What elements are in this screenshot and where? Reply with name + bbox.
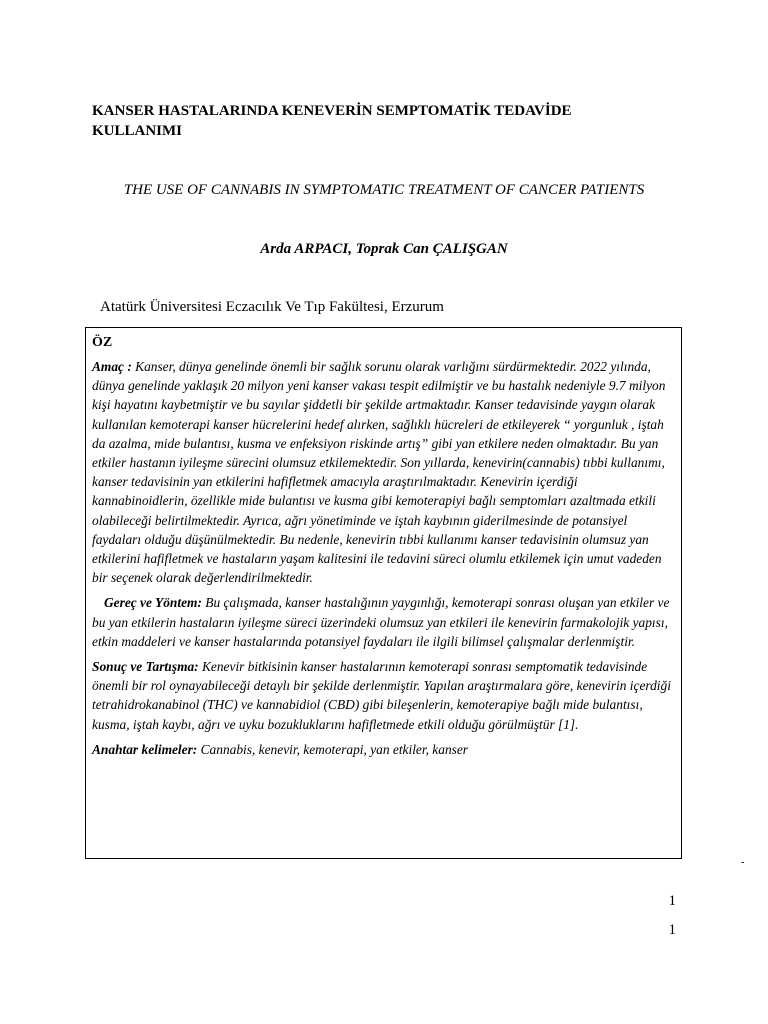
results-label: Sonuç ve Tartışma: [92, 659, 199, 675]
abstract-keywords [92, 740, 675, 759]
paper-title-turkish: KANSER HASTALARINDA KENEVERİN SEMPTOMATİK TEDAVİDE KULLANIMI [92, 103, 572, 139]
abstract-box [85, 327, 682, 859]
abstract-aim [92, 357, 675, 587]
methods-label: Gereç ve Yöntem: [104, 595, 202, 611]
abstract-methods [92, 593, 675, 651]
page-number: 1 [668, 893, 676, 909]
paper-title-english: THE USE OF CANNABIS IN SYMPTOMATIC TREATMENT OF CANCER PATIENTS [123, 182, 645, 198]
abstract-results [92, 657, 675, 734]
aim-label: Amaç : [92, 359, 132, 374]
authors: Arda ARPACI, Toprak Can ÇALIŞGAN [260, 241, 508, 257]
aim-text: Kanser, dünya genelinde önemli bir sağlık sorunu olarak varlığını sürdürmektedir. 2022 yılında, dünya genelinde yaklaşık 20 milyon yeni kanser vakası tespit edilmiştir ve bu hastalık nedeniyle 9.7 milyon kişi hayatını kaybetmiştir ve bu sayılar şiddetli bir şekilde artmaktadır. Kanser tedavisinde yaygın olarak kullanılan kemoterapi kanser hücrelerini hedef alırken, sağlıklı hücreleri de etkileyerek “ yorgunluk , iştah da azalma, mide bulantısı, kusma ve enfeksiyon riskinde artış” gibi yan etkilere neden olmaktadır. Bu yan etkiler hastanın iyileşme sürecini olumsuz etkilemektedir. Son yıllarda, kenevirin(cannabis) tıbbi kullanımı, kanser tedavisinin yan etkilerini hafifletmek amacıyla araştırılmaktadır. Kenevirin içerdiği kannabinoidlerin, özellikle mide bulantısı ve kusma gibi kemoterapiyi bağlı semptomları azaltmada etkili olabileceği belirtilmektedir. Ayrıca, ağrı yönetiminde ve iştah kaybının giderilmesinde de potansiyel faydaları olduğu düşünülmektedir. Bu nedenle, kenevirin tıbbi kullanımı kanser tedavisinin olumsuz yan etkilerini hafifletmek ve hastaların yaşam kalitesini ile tedavini süreci olumlu etkilemek için umut vadeden bir seçenek olarak değerlendirilmektedir. [92, 359, 666, 586]
methods-text: Bu çalışmada, kanser hastalığının yaygınlığı, kemoterapi sonrası oluşan yan etkiler ve bu yan etkilerin hastaların iyileşme süreci üzerindeki olumsuz yan etkileri ile kenevirin farmakolojik yapısı, etkin maddeleri ve kanser hastalarında potansiyel faydaları ile ilgili bilimsel çalışmalar derlenmiştir. [92, 595, 670, 649]
stray-mark: - [741, 857, 745, 868]
keywords-text: Cannabis, kenevir, kemoterapi, yan etkiler, kanser [197, 741, 469, 757]
affiliation: Atatürk Üniversitesi Eczacılık Ve Tıp Fakültesi, Erzurum [100, 299, 444, 315]
page-number-footer: 1 [668, 922, 676, 938]
keywords-label: Anahtar kelimeler: [92, 741, 198, 757]
results-text: Kenevir bitkisinin kanser hastalarının kemoterapi sonrası semptomatik tedavisinde önemli bir rol oynayabileceği detaylı bir şekilde derlenmiştir. Yapılan araştırmalara göre, kenevirin içerdiği tetrahidrokanabinol (THC) ve kannabidiol (CBD) gibi bileşenlerin, kemoterapiye bağlı mide bulantısı, kusma, iştah kaybı, ağrı ve uyku bozukluklarını hafifletmede etkili olduğu görülmüştür [1]. [92, 659, 671, 732]
abstract-heading: ÖZ [92, 335, 113, 350]
